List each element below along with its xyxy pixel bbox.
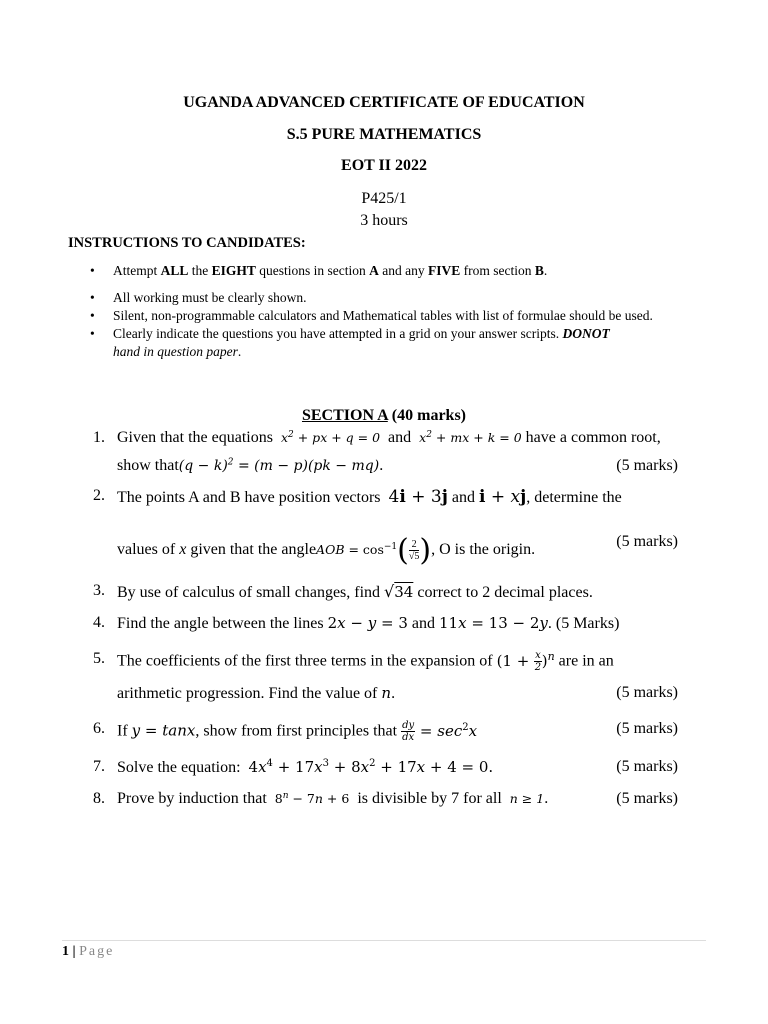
duration: 3 hours: [360, 212, 408, 229]
question-1-marks: (5 marks): [616, 457, 678, 474]
exam-board-title: UGANDA ADVANCED CERTIFICATE OF EDUCATION: [183, 94, 585, 111]
page-number: 1: [62, 944, 69, 959]
instructions-title: INSTRUCTIONS TO CANDIDATES:: [68, 235, 306, 251]
instructions-list: [90, 262, 690, 361]
question-2-marks: (5 marks): [616, 533, 678, 550]
page-footer: 1 | Page: [62, 944, 115, 959]
page-label: Page: [79, 944, 115, 959]
instruction-item: • Attempt ALL the EIGHT questions in section A and any FIVE from section B.: [90, 262, 690, 280]
exam-session-title: EOT II 2022: [341, 157, 427, 174]
question-8-marks: (5 marks): [616, 790, 678, 807]
footer-divider: [62, 940, 706, 941]
question-6-marks: (5 marks): [616, 720, 678, 737]
paper-code: P425/1: [361, 190, 407, 207]
section-a-heading: SECTION A (40 marks): [301, 407, 467, 424]
instruction-item: • Silent, non-programmable calculators and Mathematical tables with list of formulae should be used.: [90, 307, 690, 325]
instruction-item: • All working must be clearly shown.: [90, 289, 690, 307]
instruction-item: • Clearly indicate the questions you have attempted in a grid on your answer scripts. DONOT hand in question paper.: [90, 325, 690, 361]
question-5-marks: (5 marks): [616, 684, 678, 701]
question-7-marks: (5 marks): [616, 758, 678, 775]
subject-title: S.5 PURE MATHEMATICS: [286, 126, 482, 143]
